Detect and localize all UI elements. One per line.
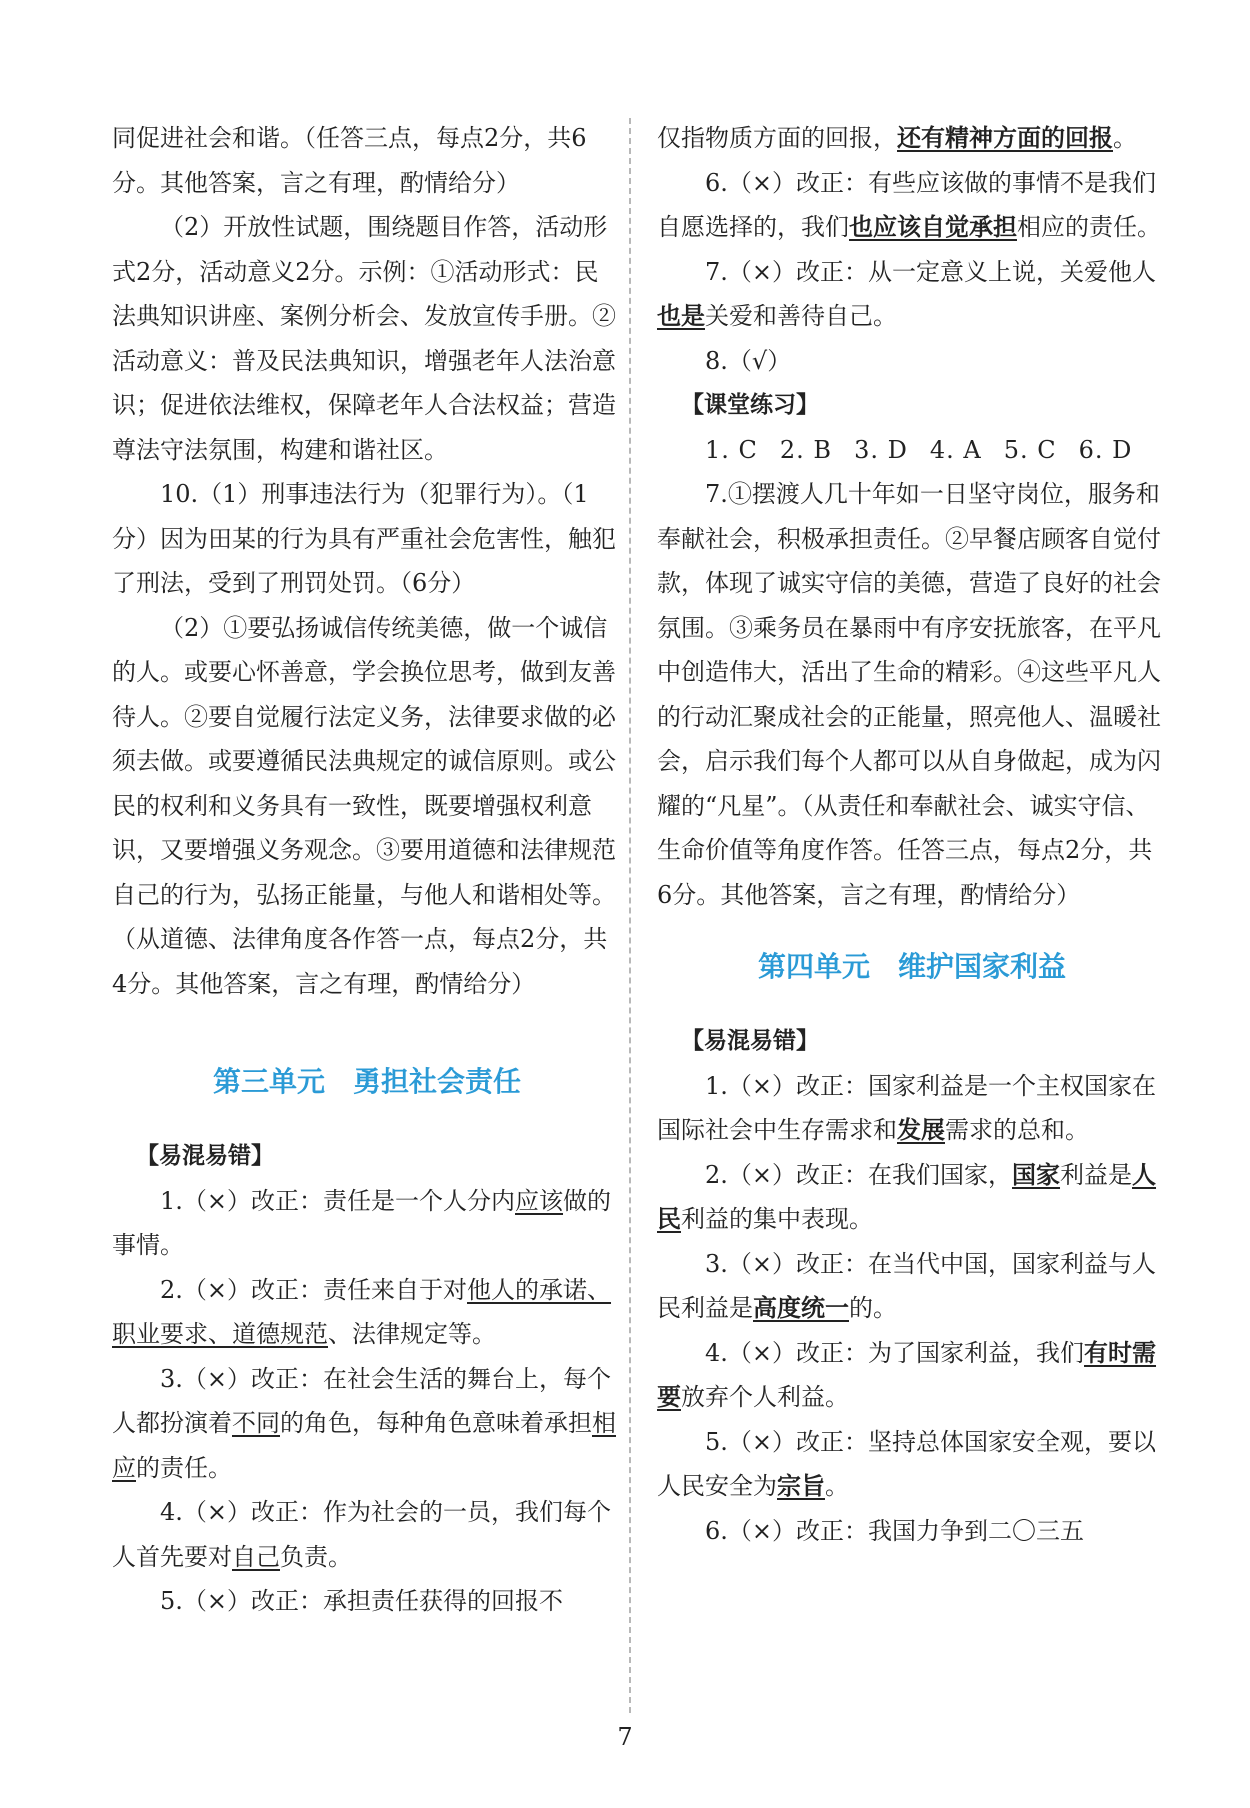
unit-3-item-5: 5.（×）改正：承担责任获得的回报不 (160, 1587, 564, 1615)
mc-answer: 5. C (1003, 435, 1057, 464)
mc-answer: 3. D (854, 435, 908, 464)
unit-4-item-4: 4.（×）改正：为了国家利益，我们有时需要放弃个人利益。 (657, 1337, 1157, 1411)
answer-10-2: （2）①要弘扬诚信传统美德，做一个诚信的人。或要心怀善意，学会换位思考，做到友善待人。②要自觉履行法定义务，法律要求做的必须去做。或要遵循民法典规定的诚信原则。或公民的权利和义务具有一致性，既要增强权利意识，又要增强义务观念。③要用道德和法律规范自己的行为，弘扬正能量，与他人和谐相处等。（从道德、法律角度各作答一点，每点2分，共4分。其他答案，言之有理，酌情给分） (112, 613, 616, 998)
unit-4-item-1: 1.（×）改正：国家利益是一个主权国家在国际社会中生存需求和发展需求的总和。 (657, 1071, 1157, 1144)
unit-4-item-6: 6.（×）改正：我国力争到二〇三五 (705, 1516, 1085, 1545)
unit-3-item-7: 7.（×）改正：从一定意义上说，关爱他人也是关爱和善待自己。 (657, 257, 1157, 330)
key-term: 有时需要 (657, 1337, 1157, 1411)
practice-answer-7: 7.①摆渡人几十年如一日坚守岗位，服务和奉献社会，积极承担责任。②早餐店顾客自觉付款，体现了诚实守信的美德，营造了良好的社会氛围。③乘务员在暴雨中有序安抚旅客，在平凡中创造伟大，活出了生命的精彩。④这些平凡人的行动汇聚成社会的正能量，照亮他人、温暖社会，启示我们每个人都可以从自身做起，成为闪耀的“凡星”。（从责任和奉献社会、诚实守信、生命价值等角度作答。任答三点，每点2分，共6分。其他答案，言之有理，酌情给分） (657, 480, 1161, 909)
unit-4-confusion-label: 【易混易错】 (681, 1028, 819, 1054)
answer-continuation: 同促进社会和谐。（任答三点，每点2分，共6分。其他答案，言之有理，酌情给分） (112, 124, 587, 197)
unit-4-item-3: 3.（×）改正：在当代中国，国家利益与人民利益是高度统一的。 (657, 1249, 1157, 1322)
key-term: 也应该自觉承担 (849, 212, 1017, 241)
key-term: 人民 (657, 1159, 1157, 1233)
mc-answer: 1. C (705, 435, 758, 464)
right-column (657, 116, 1167, 1553)
unit-3-item-4: 4.（×）改正：作为社会的一员，我们每个人首先要对自己负责。 (112, 1498, 612, 1571)
unit-4-title: 第四单元 维护国家利益 (757, 950, 1066, 983)
mc-answer: 6. D (1078, 435, 1133, 464)
page-number: 7 (617, 1723, 633, 1751)
key-term: 发展 (897, 1115, 945, 1144)
mc-answer: 2. B (779, 435, 833, 464)
unit-3-item-3: 3.（×）改正：在社会生活的舞台上，每个人都扮演着不同的角色，每种角色意味着承担相应的责任。 (112, 1364, 616, 1482)
practice-label: 【课堂练习】 (681, 392, 819, 418)
mc-answer: 4. A (929, 435, 982, 464)
multiple-choice-answers (657, 428, 1167, 473)
key-term: 不同 (232, 1409, 280, 1437)
unit-3-title: 第三单元 勇担社会责任 (212, 1065, 521, 1098)
key-term: 相应 (112, 1409, 616, 1482)
key-term: 自己 (232, 1542, 280, 1571)
column-divider (629, 118, 631, 1713)
answer-9-2: （2）开放性试题，围绕题目作答，活动形式2分，活动意义2分。示例：①活动形式：民法典知识讲座、案例分析会、发放宣传手册。②活动意义：普及民法典知识，增强老年人法治意识；促进依法维权，保障老年人合法权益；营造尊法守法氛围，构建和谐社区。 (112, 213, 616, 464)
unit-4-item-5: 5.（×）改正：坚持总体国家安全观，要以人民安全为宗旨。 (657, 1427, 1157, 1500)
unit-3-item-6: 6.（×）改正：有些应该做的事情不是我们自愿选择的，我们也应该自觉承担相应的责任。 (657, 168, 1161, 241)
answer-10-1: 10.（1）刑事违法行为（犯罪行为）。（1分）因为田某的行为具有严重社会危害性，触犯了刑法，受到了刑罚处罚。（6分） (112, 480, 616, 597)
key-term: 也是 (657, 301, 705, 330)
key-term: 国家 (1012, 1159, 1061, 1189)
unit-3-item-1: 1.（×）改正：责任是一个人分内应该做的事情。 (112, 1186, 612, 1259)
key-term: 他人的承诺、职业要求、道德规范 (112, 1275, 612, 1348)
unit-4-item-2: 2.（×）改正：在我们国家，国家利益是人民利益的集中表现。 (657, 1159, 1157, 1233)
unit-3-item-2: 2.（×）改正：责任来自于对他人的承诺、职业要求、道德规范、法律规定等。 (112, 1275, 612, 1348)
unit-3-item-8: 8.（√） (705, 346, 792, 375)
key-term: 宗旨 (777, 1471, 825, 1500)
unit-3-confusion-label: 【易混易错】 (136, 1143, 274, 1169)
left-column (112, 116, 622, 1624)
key-term: 高度统一 (753, 1293, 849, 1322)
key-term: 还有精神方面的回报 (897, 123, 1113, 152)
key-term: 应该 (515, 1186, 564, 1215)
unit-3-item-5-continued: 仅指物质方面的回报，还有精神方面的回报。 (657, 123, 1137, 152)
